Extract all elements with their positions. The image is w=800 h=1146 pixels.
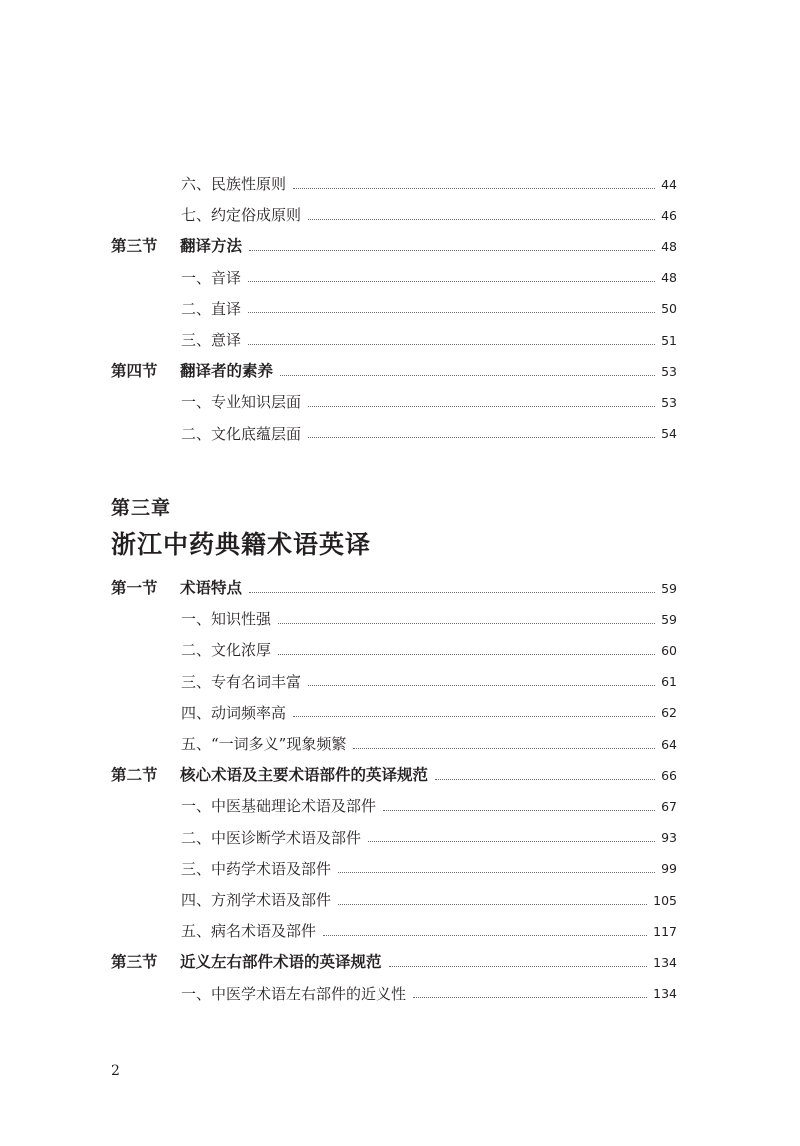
toc-entry-title xyxy=(181,607,271,631)
leader-dots xyxy=(413,995,647,998)
toc-subsection-entry[interactable] xyxy=(181,390,677,414)
toc-entry-text: 二、文化浓厚 xyxy=(181,641,272,660)
leader-dots xyxy=(278,621,655,624)
toc-entry-title xyxy=(111,950,382,974)
toc-subsection-entry[interactable] xyxy=(181,919,677,943)
toc-entry-title xyxy=(181,422,301,446)
toc-entry-text: 五、病名术语及部件 xyxy=(181,922,317,941)
toc-page-number: 51 xyxy=(661,332,677,348)
toc-entry-title xyxy=(111,359,273,383)
toc-entry-text: 翻译者的素养 xyxy=(180,361,274,381)
toc-page-number: 50 xyxy=(661,301,677,317)
toc-entry-text: 一、知识性强 xyxy=(181,610,272,629)
leader-dots xyxy=(308,435,655,438)
toc-entry-text: 二、中医诊断学术语及部件 xyxy=(181,828,362,847)
toc-entry-title xyxy=(181,794,376,818)
toc-entry-title xyxy=(111,576,242,600)
toc-entry-text: 五、“一词多义”现象频繁 xyxy=(181,735,347,753)
toc-section-number: 第三节 xyxy=(111,236,158,256)
toc-page-number: 134 xyxy=(653,986,677,1002)
toc-section-number: 第一节 xyxy=(111,578,158,597)
toc-subsection-entry[interactable] xyxy=(181,266,677,290)
toc-entry-text: 二、直译 xyxy=(181,299,242,318)
toc-entry-text: 七、约定俗成原则 xyxy=(181,206,302,225)
toc-subsection-entry[interactable] xyxy=(181,982,677,1006)
toc-entry-title xyxy=(111,234,242,258)
toc-page-number: 53 xyxy=(661,363,677,379)
leader-dots xyxy=(308,683,655,686)
toc-entry-title xyxy=(181,888,331,912)
toc-subsection-entry[interactable] xyxy=(181,794,677,818)
leader-dots xyxy=(293,186,655,189)
leader-dots xyxy=(280,373,655,376)
toc-page-number: 64 xyxy=(661,736,677,752)
toc-subsection-entry[interactable] xyxy=(181,607,677,631)
toc-entry-text: 四、动词频率高 xyxy=(181,703,287,722)
toc-entry-text: 三、中药学术语及部件 xyxy=(181,859,332,878)
toc-page-number: 53 xyxy=(661,394,677,410)
leader-dots xyxy=(353,746,655,749)
toc-page-number: 44 xyxy=(661,176,677,192)
toc-section-entry[interactable] xyxy=(111,950,677,974)
toc-entry-title xyxy=(181,732,346,756)
chapter-label: 第三章 xyxy=(111,497,172,519)
toc-entry-title xyxy=(181,172,286,196)
toc-entry-title xyxy=(181,919,316,943)
toc-page-number: 61 xyxy=(661,674,677,690)
toc-page-number: 59 xyxy=(661,611,677,627)
leader-dots xyxy=(389,964,648,967)
toc-subsection-entry[interactable] xyxy=(181,297,677,321)
toc-entry-title xyxy=(181,982,406,1006)
toc-entry-title xyxy=(181,328,241,352)
leader-dots xyxy=(368,839,655,842)
toc-page-number: 54 xyxy=(661,426,677,442)
leader-dots xyxy=(278,652,655,655)
toc-subsection-entry[interactable] xyxy=(181,422,677,446)
toc-entry-title xyxy=(111,763,428,787)
toc-page-number: 105 xyxy=(653,892,677,908)
toc-subsection-entry[interactable] xyxy=(181,203,677,227)
toc-page-number: 93 xyxy=(661,830,677,846)
toc-section-entry[interactable] xyxy=(111,359,677,383)
leader-dots xyxy=(338,870,655,873)
toc-section-number: 第四节 xyxy=(111,361,158,381)
toc-subsection-entry[interactable] xyxy=(181,857,677,881)
toc-entry-text: 一、音译 xyxy=(181,268,242,287)
toc-section-entry[interactable] xyxy=(111,576,677,600)
leader-dots xyxy=(293,714,655,717)
toc-page-number: 60 xyxy=(661,642,677,658)
toc-entry-title xyxy=(181,638,271,662)
toc-entry-text: 翻译方法 xyxy=(180,236,243,256)
toc-page-number: 66 xyxy=(661,767,677,783)
leader-dots xyxy=(248,310,655,313)
toc-page-number: 67 xyxy=(661,798,677,814)
leader-dots xyxy=(308,217,655,220)
toc-entry-title xyxy=(181,266,241,290)
toc-subsection-entry[interactable] xyxy=(181,732,677,756)
leader-dots xyxy=(323,933,647,936)
toc-entry-text: 二、文化底蕴层面 xyxy=(181,424,302,443)
leader-dots xyxy=(338,902,647,905)
toc-entry-text: 近义左右部件术语的英译规范 xyxy=(180,952,382,972)
leader-dots xyxy=(248,342,655,345)
toc-entry-text: 一、中医学术语左右部件的近义性 xyxy=(181,984,407,1003)
toc-entry-title xyxy=(181,857,331,881)
toc-entry-text: 六、民族性原则 xyxy=(181,175,287,193)
leader-dots xyxy=(435,777,655,780)
toc-subsection-entry[interactable] xyxy=(181,172,677,196)
toc-entry-title xyxy=(181,297,241,321)
page-number: 2 xyxy=(111,1063,120,1079)
toc-entry-text: 一、中医基础理论术语及部件 xyxy=(181,797,377,816)
leader-dots xyxy=(308,404,655,407)
toc-entry-text: 术语特点 xyxy=(180,578,243,597)
toc-section-entry[interactable] xyxy=(111,763,677,787)
toc-entry-title xyxy=(181,390,301,414)
toc-page-number: 99 xyxy=(661,861,677,877)
toc-page-number: 48 xyxy=(661,238,677,254)
toc-entry-title xyxy=(181,203,301,227)
leader-dots xyxy=(248,279,655,282)
toc-page-number: 117 xyxy=(653,923,677,939)
toc-page-number: 46 xyxy=(661,207,677,223)
toc-entry-text: 三、专有名词丰富 xyxy=(181,672,302,691)
toc-subsection-entry[interactable] xyxy=(181,638,677,662)
toc-subsection-entry[interactable] xyxy=(181,328,677,352)
toc-entry-text: 四、方剂学术语及部件 xyxy=(181,891,332,909)
toc-section-number: 第二节 xyxy=(111,765,158,785)
toc-subsection-entry[interactable] xyxy=(181,826,677,850)
toc-page-number: 48 xyxy=(661,270,677,286)
toc-page-number: 62 xyxy=(661,705,677,721)
toc-entry-title xyxy=(181,701,286,725)
toc-entry-text: 核心术语及主要术语部件的英译规范 xyxy=(180,765,429,785)
chapter-title: 浙江中药典籍术语英译 xyxy=(111,530,372,559)
toc-page-number: 59 xyxy=(661,580,677,596)
toc-section-number: 第三节 xyxy=(111,952,158,972)
toc-page-number: 134 xyxy=(653,954,677,970)
toc-subsection-entry[interactable] xyxy=(181,888,677,912)
toc-entry-text: 一、专业知识层面 xyxy=(181,393,302,412)
toc-section-entry[interactable] xyxy=(111,234,677,258)
toc-entry-text: 三、意译 xyxy=(181,331,242,349)
toc-entry-title xyxy=(181,670,301,694)
toc-entry-title xyxy=(181,826,361,850)
toc-subsection-entry[interactable] xyxy=(181,701,677,725)
leader-dots xyxy=(249,248,655,251)
leader-dots xyxy=(383,808,655,811)
leader-dots xyxy=(249,590,655,593)
toc-subsection-entry[interactable] xyxy=(181,670,677,694)
